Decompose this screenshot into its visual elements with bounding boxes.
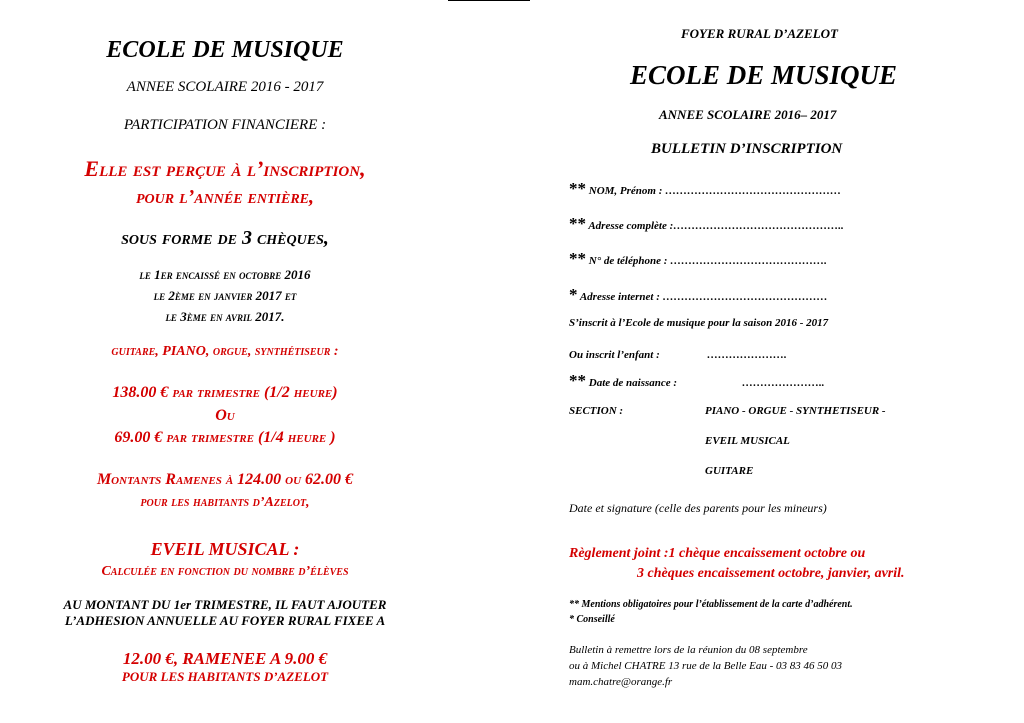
participation-heading: PARTICIPATION FINANCIERE :: [123, 117, 327, 133]
left-title: ECOLE DE MUSIQUE: [106, 37, 344, 63]
cheque-3: le 3ème en avril 2017.: [165, 309, 285, 324]
perception-line: Elle est perçue à l’inscription,: [84, 156, 366, 181]
field-telephone-dots: …………………………………….: [670, 255, 827, 267]
organisation-name: FOYER RURAL D’AZELOT: [681, 26, 838, 41]
required-marker: **: [569, 214, 586, 233]
field-nom-label: NOM, Prénom :: [586, 185, 666, 197]
price-quarter-hour: 69.00 € par trimestre (1/4 heure ): [114, 429, 336, 446]
field-adresse-dots: ………………………………………..: [673, 220, 844, 232]
section-label: SECTION :: [569, 405, 624, 417]
mention-conseille: * Conseillé: [569, 614, 615, 625]
eveil-heading: EVEIL MUSICAL :: [150, 539, 300, 559]
left-page: [0, 0, 450, 723]
field-internet-label: Adresse internet :: [577, 291, 663, 303]
field-internet-dots: ………………………………………: [662, 291, 828, 303]
remettre-line-1: Bulletin à remettre lors de la réunion du 08 septembre: [569, 644, 808, 656]
reglement-line-2: 3 chèques encaissement octobre, janvier, avril.: [637, 566, 905, 581]
naissance-dots[interactable]: …………………..: [742, 377, 825, 389]
cheque-2: le 2ème en janvier 2017 et: [153, 288, 297, 303]
required-marker: **: [569, 179, 586, 198]
price-ou: Ou: [215, 407, 235, 424]
inscription-statement: S’inscrit à l’Ecole de musique pour la saison 2016 - 2017: [569, 317, 829, 329]
signature-line: Date et signature (celle des parents pour les mineurs): [569, 501, 827, 515]
right-page: [545, 0, 1015, 723]
adhesion-line-2: L’ADHESION ANNUELLE AU FOYER RURAL FIXEE A: [64, 613, 386, 628]
advised-marker: *: [569, 285, 578, 304]
bulletin-heading: BULLETIN D’INSCRIPTION: [651, 141, 843, 157]
field-adresse-label: Adresse complète :: [586, 220, 674, 232]
field-naissance-label: Date de naissance :: [586, 377, 678, 389]
instruments-line: guitare, PIANO, orgue, synthétiseur :: [111, 344, 339, 359]
adhesion-line-1: AU MONTANT DU 1er TRIMESTRE, IL FAUT AJOUTER: [63, 597, 387, 612]
section-piano[interactable]: PIANO - ORGUE - SYNTHETISEUR -: [705, 405, 886, 417]
field-telephone-label: N° de téléphone :: [586, 255, 671, 267]
reduced-azelot: pour les habitants d’Azelot,: [140, 495, 310, 510]
adhesion-fee: 12.00 €, RAMENEE A 9.00 €: [122, 649, 328, 668]
price-half-hour: 138.00 € par trimestre (1/2 heure): [112, 384, 338, 401]
field-telephone[interactable]: [569, 250, 827, 267]
field-nom[interactable]: [569, 180, 841, 197]
top-divider-line: [448, 0, 530, 1]
field-nom-dots: …………………………………………: [665, 185, 842, 197]
enfant-label: Ou inscrit l’enfant :: [569, 349, 660, 361]
field-naissance[interactable]: [569, 372, 677, 389]
eveil-calcul: Calculée en fonction du nombre d’élèves: [101, 564, 349, 579]
right-school-year: ANNEE SCOLAIRE 2016– 2017: [659, 107, 837, 122]
reduced-amounts: Montants Ramenes à 124.00 ou 62.00 €: [96, 471, 354, 488]
cheque-1: le 1er encaissé en octobre 2016: [139, 267, 311, 282]
cheques-line: sous forme de 3 chèques,: [121, 227, 329, 249]
mention-obligatoire: ** Mentions obligatoires pour l’établissement de la carte d’adhérent.: [569, 599, 853, 610]
adhesion-fee-azelot: POUR LES HABITANTS D’AZELOT: [121, 669, 329, 684]
reglement-line-1: Règlement joint :1 chèque encaissement octobre ou: [569, 546, 866, 561]
contact-email[interactable]: mam.chatre@orange.fr: [569, 676, 673, 688]
field-adresse[interactable]: [569, 215, 844, 232]
section-guitare[interactable]: GUITARE: [705, 465, 754, 477]
section-eveil[interactable]: EVEIL MUSICAL: [705, 435, 790, 447]
required-marker: **: [569, 249, 586, 268]
field-internet[interactable]: [569, 286, 828, 303]
remettre-line-2: ou à Michel CHATRE 13 rue de la Belle Eau - 03 83 46 50 03: [569, 660, 843, 672]
right-title: ECOLE DE MUSIQUE: [630, 60, 898, 90]
left-school-year: ANNEE SCOLAIRE 2016 - 2017: [126, 79, 324, 95]
required-marker: **: [569, 371, 586, 390]
enfant-dots[interactable]: ………………….: [707, 349, 787, 361]
annee-entiere-line: pour l’année entière,: [135, 186, 315, 208]
